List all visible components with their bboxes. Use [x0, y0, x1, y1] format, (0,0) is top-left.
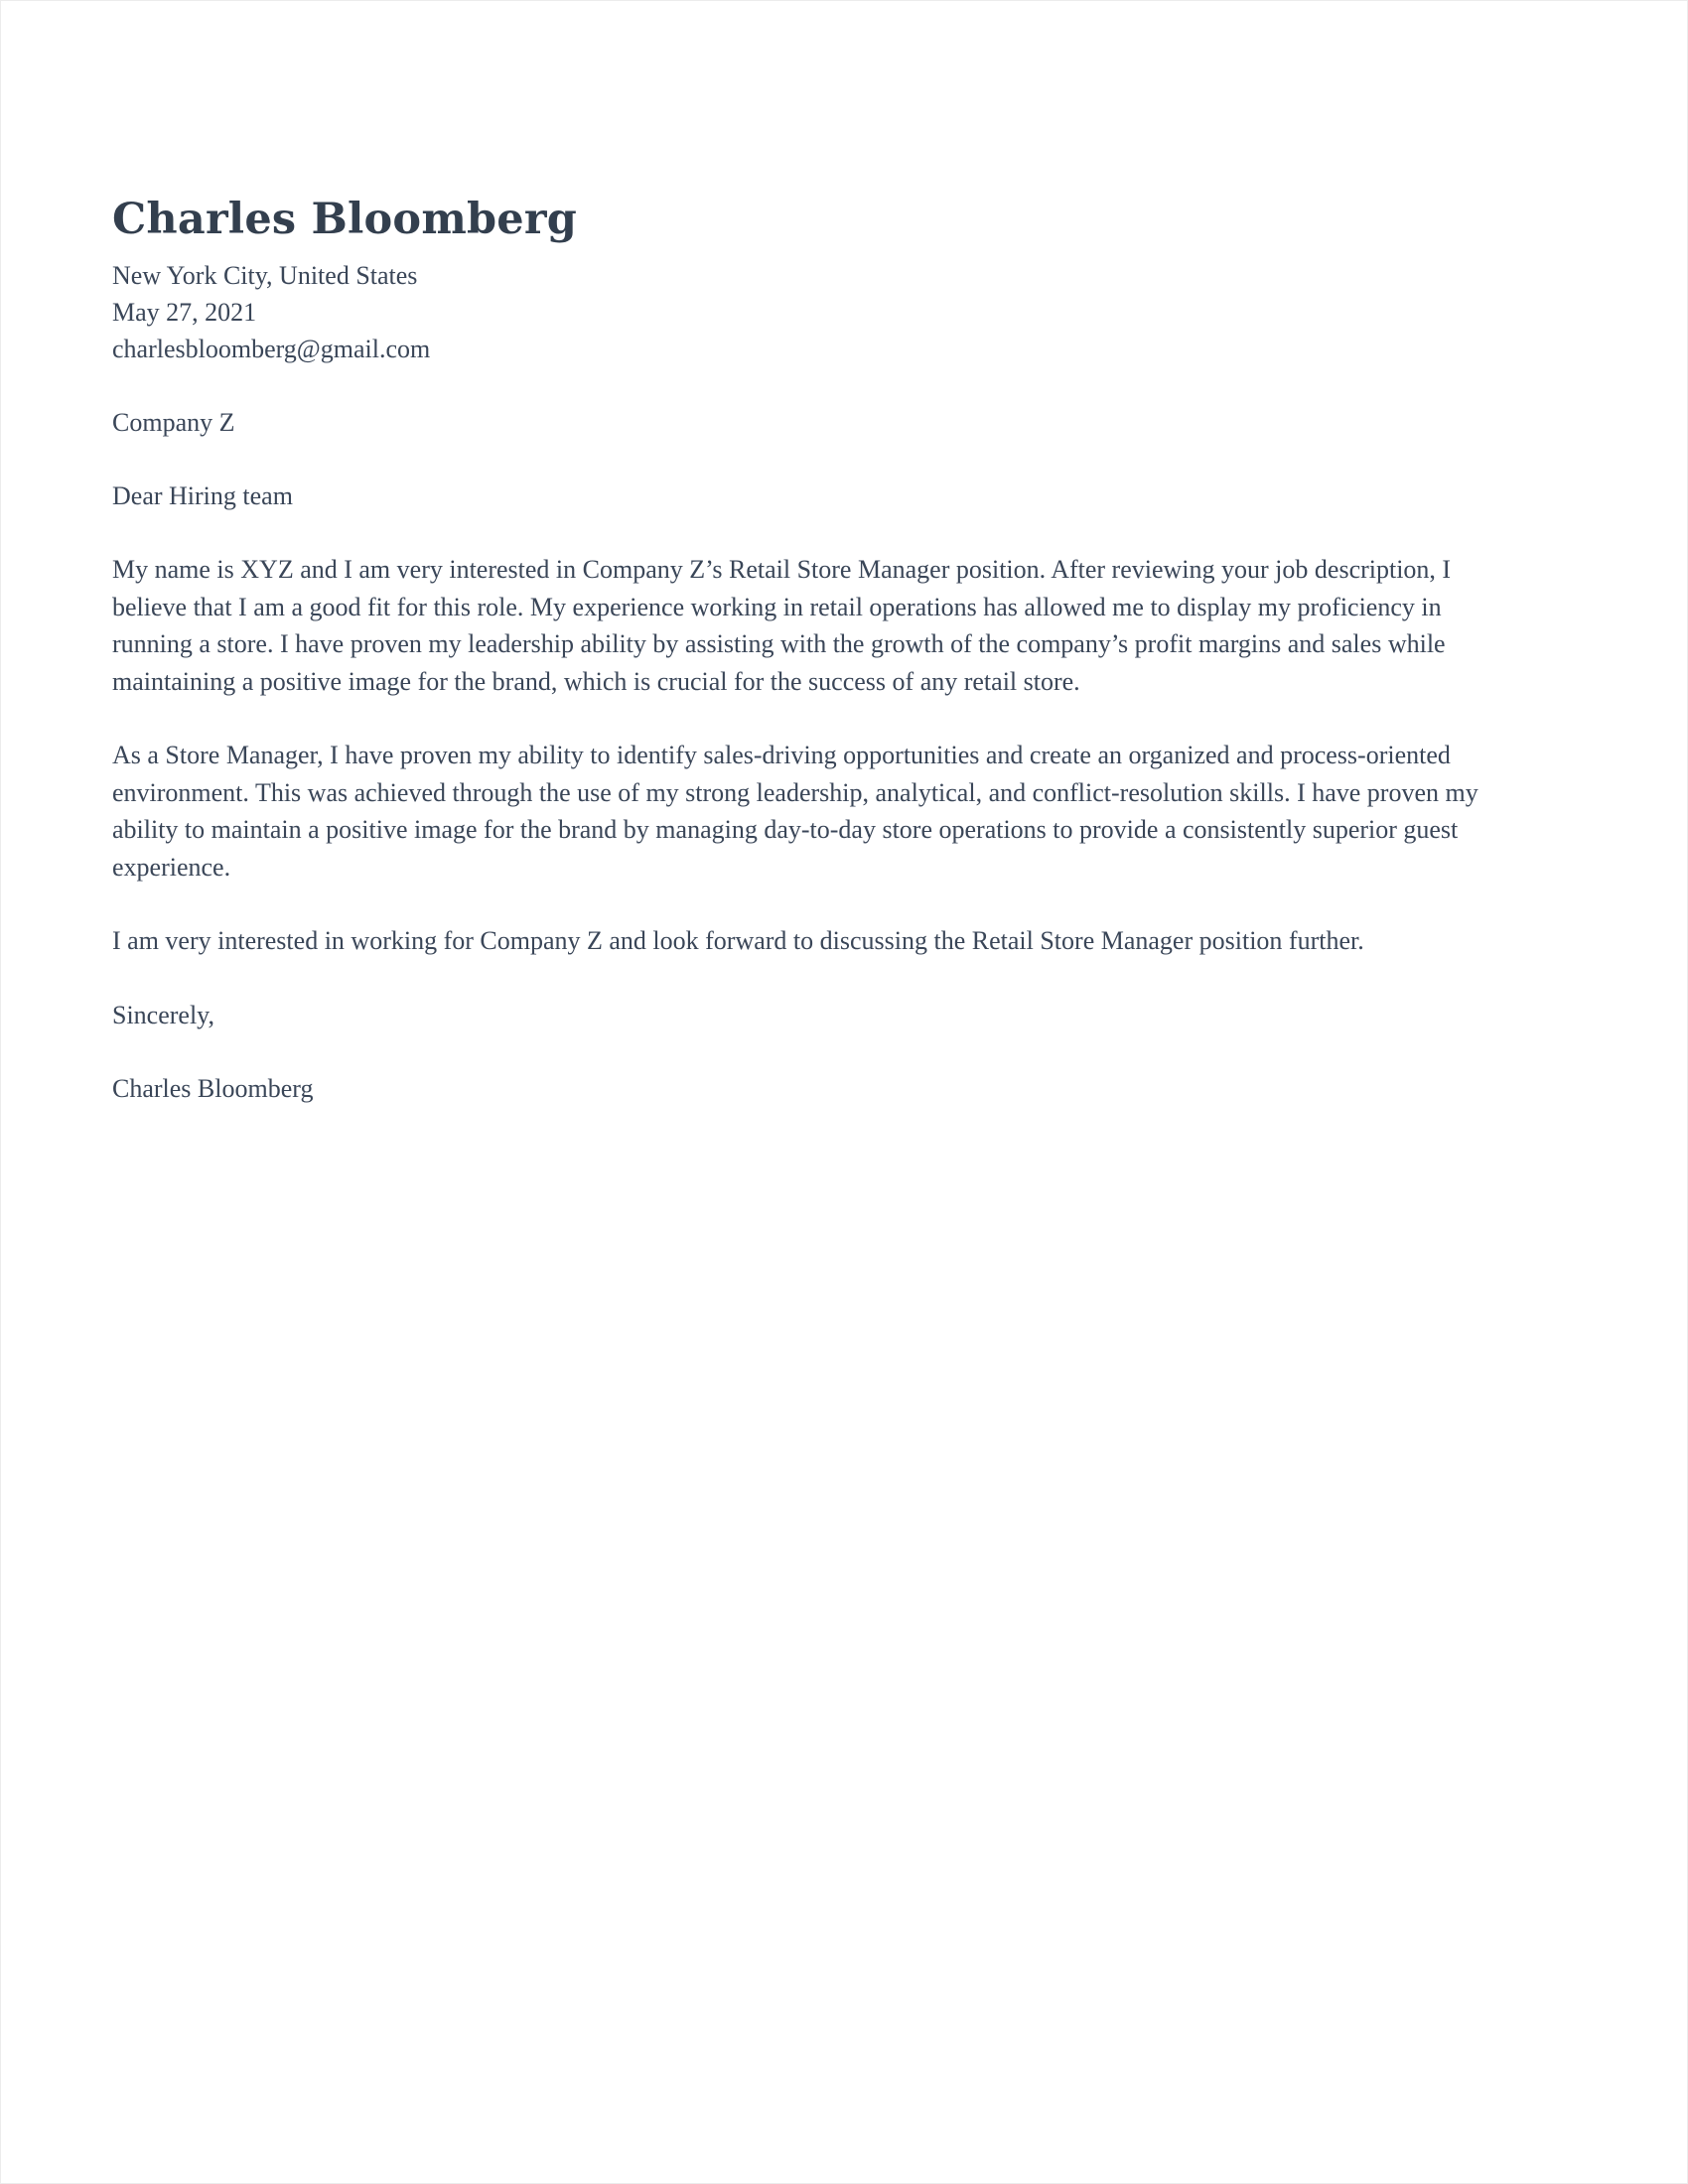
recipient-company: Company Z [112, 408, 235, 438]
letter-content [112, 196, 1552, 1107]
sender-email: charlesbloomberg@gmail.com [112, 335, 431, 364]
page-title: Charles Bloomberg [112, 195, 577, 244]
spacer-after-contact [112, 367, 1552, 404]
body-paragraph-1: My name is XYZ and I am very interested in Company Z’s Retail Store Manager position. After reviewing your job description, I believe that I am a good fit for this role. My experience working in retail operations has allowed me to display my proficiency in running a store. I have proven my leadership ability by assisting with the growth of the company’s profit margins and sales while maintaining a positive image for the brand, which is crucial for the success of any retail store. [112, 555, 1452, 696]
spacer-after-paragraph-2 [112, 886, 1552, 922]
valediction: Sincerely, [112, 1000, 214, 1029]
sender-location: New York City, United States [112, 261, 418, 291]
sender-contact-block [112, 257, 1552, 367]
letter-date: May 27, 2021 [112, 298, 257, 328]
spacer-after-valediction [112, 1033, 1552, 1070]
spacer-after-paragraph-1 [112, 700, 1552, 737]
salutation: Dear Hiring team [112, 481, 293, 511]
spacer-after-paragraph-3 [112, 960, 1552, 997]
body-paragraph-2: As a Store Manager, I have proven my ability to identify sales-driving opportunities and create an organized and process-oriented environment. This was achieved through the use of my strong leadership, analytical, and conflict-resolution skills. I have proven my ability to maintain a positive image for the brand by managing day-to-day store operations to provide a consistently superior guest experience. [112, 741, 1478, 882]
spacer-after-company [112, 441, 1552, 478]
spacer-after-salutation [112, 514, 1552, 551]
signature-name: Charles Bloomberg [112, 1073, 314, 1103]
body-paragraph-3: I am very interested in working for Company Z and look forward to discussing the Retail Store Manager position further. [112, 926, 1364, 956]
